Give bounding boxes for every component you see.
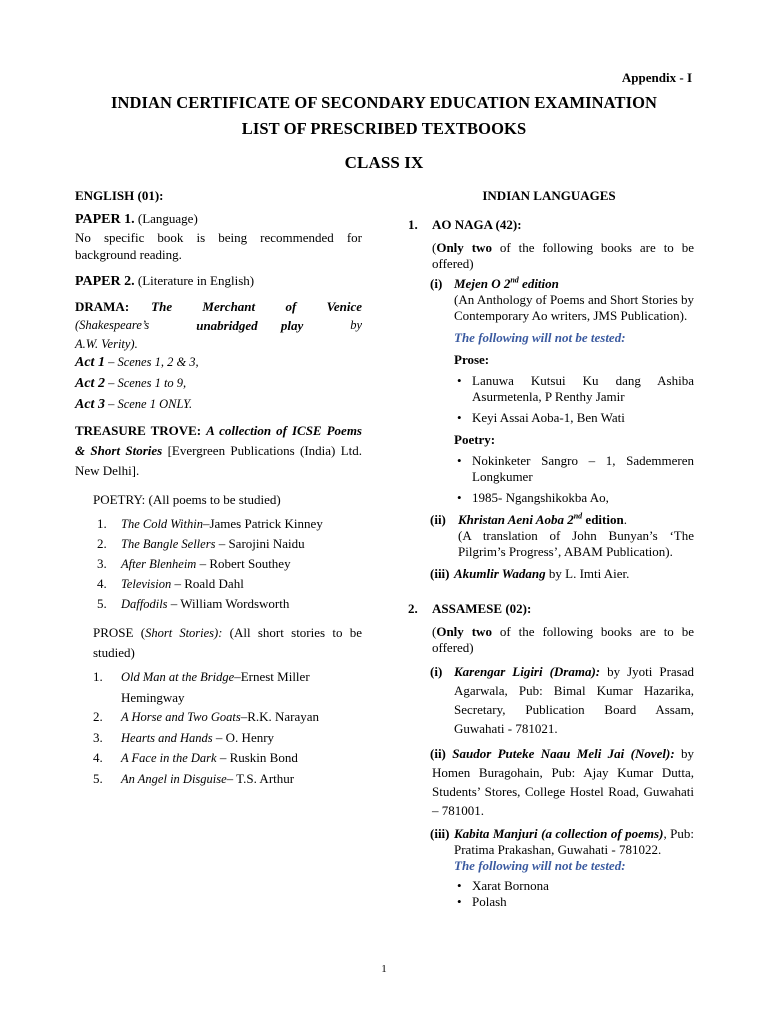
- poem-author: – William Wordsworth: [167, 596, 290, 611]
- book-desc: , Pub: Pratima Prakashan, Guwahati - 781022.: [454, 826, 694, 857]
- bullet-icon: •: [457, 453, 462, 468]
- drama-block: [75, 298, 362, 353]
- poem-author: – Robert Southey: [196, 556, 291, 571]
- poem-title: Daffodils: [121, 597, 168, 611]
- item-num: 3.: [93, 729, 103, 745]
- act-scenes: – Scenes 1 to 9,: [104, 376, 187, 390]
- story-author: – Ruskin Bond: [216, 750, 298, 765]
- class-title: CLASS IX: [344, 153, 424, 172]
- indian-languages-column: [404, 187, 694, 910]
- title-text2: edition: [518, 276, 559, 291]
- only-rest: of the following books are to be offered): [432, 624, 695, 655]
- list-item: [97, 514, 362, 534]
- book-desc: (An Anthology of Poems and Short Stories by Contemporary Ao writers, JMS Publication).: [454, 292, 694, 323]
- story-title: A Horse and Two Goats: [121, 710, 241, 724]
- drama-label: DRAMA:: [75, 299, 130, 314]
- prose-label: PROSE: [93, 625, 134, 640]
- bullet-icon: •: [457, 490, 462, 505]
- list-item: [97, 574, 362, 594]
- title-sup: nd: [573, 511, 583, 521]
- act-1: [75, 353, 362, 371]
- item-text: 1985- Ngangshikokba Ao,: [472, 490, 609, 505]
- item-text: Keyi Assai Aoba-1, Ben Wati: [472, 410, 625, 425]
- book-title: [458, 511, 694, 528]
- book-desc: by Jyoti Prasad Agarwala, Pub: Bimal Kumar Hazarika, Secretary, Publication Board Assam, Guwahati - 781021.: [454, 664, 694, 736]
- item-label: (i): [430, 664, 443, 679]
- treasure-trove: [75, 421, 362, 481]
- item-num: 4.: [93, 750, 103, 765]
- poems-list: [75, 514, 362, 614]
- book-title: Kabita Manjuri (a collection of poems): [454, 826, 664, 841]
- act-scenes: – Scenes 1, 2 & 3,: [104, 355, 199, 369]
- story-author: –Ernest Miller Hemingway: [121, 669, 310, 705]
- only-two: Only two: [436, 240, 492, 255]
- drama-paren: (Shakespeare’s: [75, 318, 150, 332]
- ao-poetry-list: [454, 453, 694, 506]
- list-item: [454, 878, 694, 894]
- paper1-label: PAPER 1.: [75, 212, 135, 227]
- item-num: 3.: [97, 556, 107, 571]
- item-text: Polash: [472, 894, 507, 909]
- story-title: An Angel in Disguise: [121, 771, 227, 786]
- ao-book-i: [432, 275, 694, 506]
- drama-unabridged: unabridged play: [196, 318, 304, 333]
- story-author: – T.S. Arthur: [226, 770, 295, 786]
- book-title: [454, 275, 694, 292]
- book-author: by L. Imti Aier.: [545, 566, 630, 581]
- prose-heading: [75, 623, 362, 663]
- treasure-label: TREASURE TROVE:: [75, 423, 202, 438]
- prose-italic: Short Stories):: [145, 626, 223, 640]
- as-only-two: [432, 624, 694, 656]
- treasure-pub: [Evergreen Publications (India) Ltd. New Delhi].: [75, 443, 363, 478]
- english-column: [75, 187, 362, 789]
- paper2-line: [75, 272, 362, 290]
- appendix-label: Appendix - I: [621, 70, 692, 85]
- poem-author: – Sarojini Naidu: [215, 536, 305, 551]
- page-number: 1: [381, 963, 387, 975]
- as-book-i: [432, 662, 694, 738]
- list-item: [93, 707, 362, 728]
- list-item: [454, 453, 694, 485]
- drama-line2: [75, 317, 362, 334]
- story-title: Hearts and Hands: [121, 730, 213, 745]
- bullet-icon: •: [457, 410, 462, 425]
- paper2-label: PAPER 2.: [75, 274, 135, 289]
- item-num: 2.: [97, 536, 107, 551]
- paren: (: [432, 240, 437, 255]
- poetry-label: POETRY: [93, 492, 142, 507]
- title-end: .: [623, 512, 627, 527]
- as-heading: ASSAMESE (02):: [432, 601, 532, 616]
- as-num: 2.: [408, 601, 418, 616]
- prose-paren: (: [133, 625, 146, 640]
- prose-note: (All short stories to be studied): [93, 625, 363, 660]
- item-label: (i): [430, 276, 443, 291]
- title-text: Khristan Aeni Aoba 2: [458, 512, 574, 527]
- poem-author: – Roald Dahl: [171, 576, 244, 591]
- bullet-icon: •: [457, 877, 462, 893]
- paper1-line: [75, 210, 362, 228]
- item-num: 1.: [93, 669, 103, 684]
- drama-title-text: The Merchant of Venice: [151, 299, 362, 314]
- book-title: Saudor Puteke Naau Meli Jai (Novel):: [452, 746, 675, 761]
- item-num: 5.: [93, 770, 103, 786]
- paren: (: [432, 624, 437, 639]
- poem-author: –James Patrick Kinney: [202, 516, 323, 531]
- drama-by: by: [350, 318, 362, 332]
- ao-book-iii: [432, 565, 694, 582]
- list-item: [93, 728, 362, 749]
- title-sup: nd: [510, 275, 519, 285]
- list-item: [454, 489, 694, 506]
- list-item: [454, 409, 694, 426]
- list-item: [454, 373, 694, 405]
- item-label: (ii): [430, 746, 446, 761]
- assamese-section: [404, 600, 694, 910]
- indian-heading: INDIAN LANGUAGES: [482, 188, 616, 203]
- item-text: Xarat Bornona: [472, 877, 549, 893]
- english-heading: ENGLISH (01):: [75, 188, 164, 203]
- stories-list: [75, 667, 362, 789]
- ao-heading: AO NAGA (42):: [432, 217, 522, 232]
- list-item: [97, 554, 362, 574]
- item-label: (ii): [430, 512, 446, 527]
- act-3: [75, 395, 362, 413]
- poetry-note: : (All poems to be studied): [141, 492, 281, 507]
- drama-line1: [75, 298, 362, 315]
- exam-title: INDIAN CERTIFICATE OF SECONDARY EDUCATION EXAMINATION: [110, 93, 658, 112]
- story-title: Old Man at the Bridge: [121, 670, 235, 684]
- story-title: A Face in the Dark: [121, 751, 217, 765]
- ao-naga-section: [404, 216, 694, 582]
- as-book-ii: [432, 744, 694, 820]
- poetry-label: Poetry:: [454, 432, 496, 447]
- paper1-note: No specific book is being recommended for background reading.: [75, 230, 362, 262]
- item-text: Nokinketer Sangro – 1, Sademmeren Longkumer: [472, 453, 694, 484]
- poetry-heading: [75, 491, 362, 508]
- list-item: [97, 534, 362, 554]
- item-num: 4.: [97, 576, 107, 591]
- list-item: [93, 748, 362, 769]
- story-author: –R.K. Narayan: [240, 709, 320, 724]
- list-item: [454, 894, 694, 910]
- ao-num: 1.: [408, 217, 418, 232]
- as-book-iii: [432, 826, 694, 910]
- act-2: [75, 374, 362, 392]
- ao-prose-list: [454, 373, 694, 426]
- bullet-icon: •: [457, 894, 462, 909]
- book-desc: (A translation of John Bunyan’s ‘The Pilgrim’s Progress’, ABAM Publication).: [458, 528, 694, 559]
- list-item: [93, 667, 362, 707]
- list-item: [93, 769, 362, 790]
- act-label: Act 1: [75, 355, 105, 370]
- only-two: Only two: [436, 624, 492, 639]
- item-num: 5.: [97, 596, 107, 611]
- ao-book-ii: [432, 511, 694, 559]
- acts-list: [75, 353, 362, 413]
- list-title: LIST OF PRESCRIBED TEXTBOOKS: [241, 119, 527, 138]
- bullet-icon: •: [457, 373, 462, 388]
- ao-only-two: [432, 240, 694, 272]
- item-text: Lanuwa Kutsui Ku dang Ashiba Asurmetenla, P Renthy Jamir: [472, 373, 694, 404]
- as-not-tested-list: [454, 878, 694, 910]
- title-text2: edition: [582, 512, 624, 527]
- act-label: Act 2: [75, 376, 105, 391]
- story-author: – O. Henry: [212, 729, 275, 745]
- treasure-title: A collection of ICSE Poems & Short Stories: [75, 423, 362, 458]
- drama-title: [129, 298, 362, 315]
- item-num: 1.: [97, 516, 107, 531]
- poem-title: Television: [121, 577, 172, 591]
- item-label: (iii): [430, 566, 450, 581]
- title-text: Mejen O 2: [454, 276, 511, 291]
- paper2-desc: (Literature in English): [134, 273, 255, 288]
- book-title: Karengar Ligiri (Drama):: [454, 664, 601, 679]
- poem-title: After Blenheim: [121, 557, 197, 571]
- poem-title: The Cold Within: [121, 517, 203, 531]
- only-rest: of the following books are to be offered): [432, 240, 695, 271]
- act-label: Act 3: [75, 397, 105, 412]
- book-title: Akumlir Wadang: [454, 566, 546, 581]
- item-label: (iii): [430, 826, 450, 841]
- item-num: 2.: [93, 709, 103, 724]
- not-tested-note: The following will not be tested:: [454, 858, 626, 873]
- act-scenes: – Scene 1 ONLY.: [104, 397, 193, 411]
- drama-editor: A.W. Verity).: [75, 337, 138, 351]
- book-desc: by Homen Buragohain, Pub: Ajay Kumar Dutta, Students’ Stores, College Hostel Road, Guwahati – 781001.: [432, 746, 695, 818]
- prose-label: Prose:: [454, 352, 490, 367]
- paper1-desc: (Language): [134, 211, 198, 226]
- not-tested-note: The following will not be tested:: [454, 330, 626, 345]
- list-item: [97, 594, 362, 614]
- poem-title: The Bangle Sellers: [121, 537, 216, 551]
